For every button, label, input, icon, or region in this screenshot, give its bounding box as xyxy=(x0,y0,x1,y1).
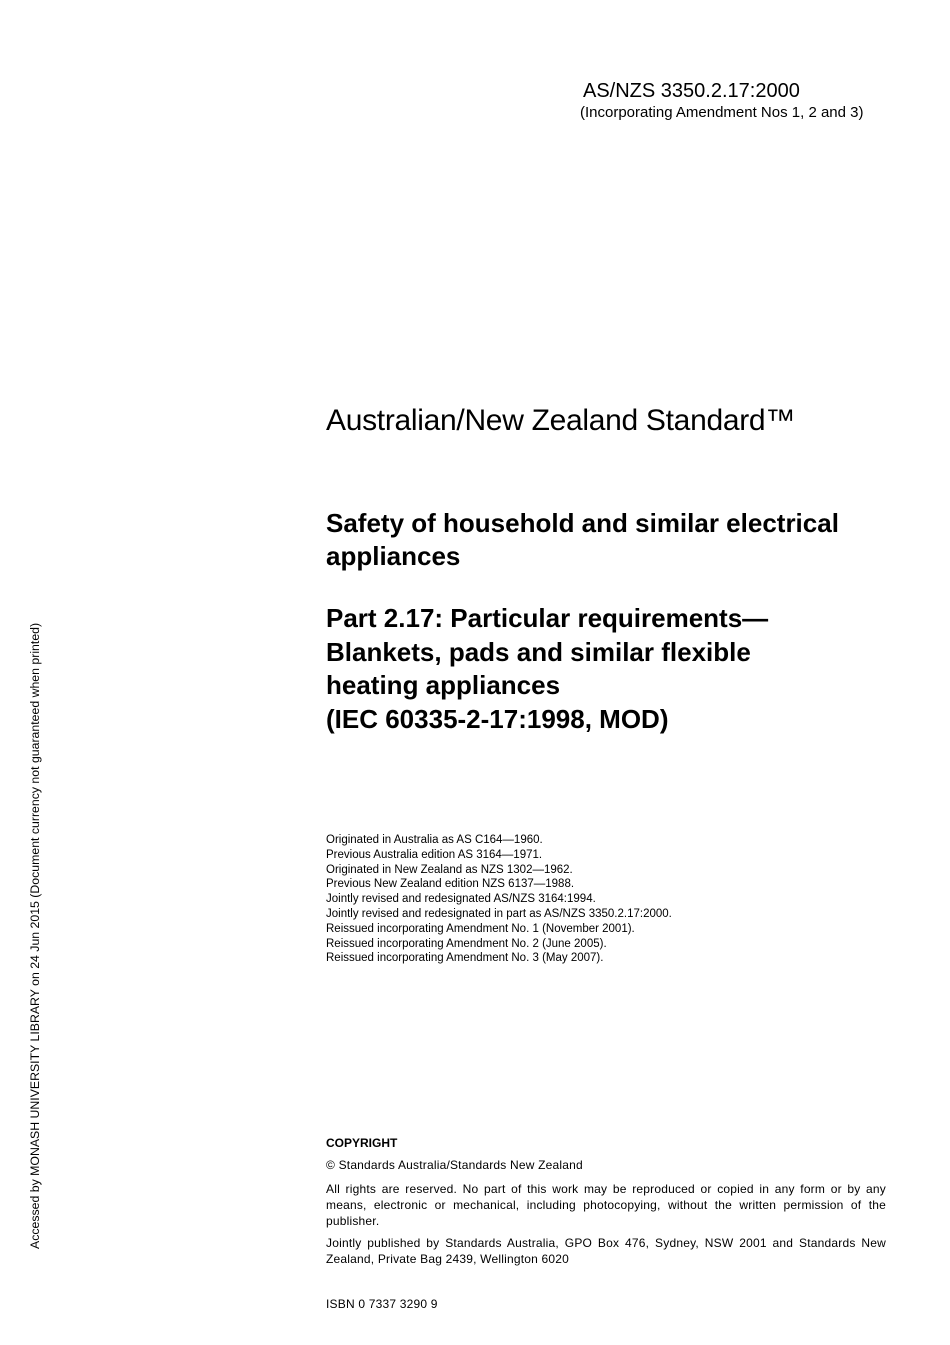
copyright-rights: All rights are reserved. No part of this work may be reproduced or copied in any form or by any means, electronic or mechanical, including photocopying, without the written permission of the publisher. xyxy=(326,1182,886,1228)
part-title-line: heating appliances xyxy=(326,670,561,700)
access-watermark: Accessed by MONASH UNIVERSITY LIBRARY on 24 Jun 2015 (Document currency not guaranteed when printed) xyxy=(28,622,42,1249)
document-title: Safety of household and similar electrical appliances xyxy=(326,508,839,571)
history-line: Reissued incorporating Amendment No. 3 (May 2007). xyxy=(326,952,604,965)
history-line: Previous New Zealand edition NZS 6137—1988. xyxy=(326,878,575,891)
isbn: ISBN 0 7337 3290 9 xyxy=(326,1297,438,1311)
part-title-line: Blankets, pads and similar flexible xyxy=(326,636,751,667)
copyright-owner: © Standards Australia/Standards New Zealand xyxy=(326,1158,583,1172)
publisher-info: Jointly published by Standards Australia, GPO Box 476, Sydney, NSW 2001 and Standards New Zealand, Private Bag 2439, Wellington 6020 xyxy=(326,1236,886,1266)
history-line: Originated in New Zealand as NZS 1302—1962. xyxy=(326,863,573,876)
edition-history xyxy=(326,833,672,966)
part-title-line: Part 2.17: Particular requirements— xyxy=(326,603,769,633)
history-line: Jointly revised and redesignated AS/NZS 3164:1994. xyxy=(326,893,596,906)
history-line: Jointly revised and redesignated in part as AS/NZS 3350.2.17:2000. xyxy=(326,907,672,920)
standard-number: AS/NZS 3350.2.17:2000 xyxy=(583,80,800,102)
part-title xyxy=(326,602,906,736)
history-line: Previous Australia edition AS 3164—1971. xyxy=(326,848,543,861)
standard-heading: Australian/New Zealand Standard™ xyxy=(326,404,795,437)
copyright-heading: COPYRIGHT xyxy=(326,1136,398,1150)
part-title-line: (IEC 60335-2-17:1998, MOD) xyxy=(326,703,669,734)
history-line: Originated in Australia as AS C164—1960. xyxy=(326,834,543,846)
history-line: Reissued incorporating Amendment No. 2 (June 2005). xyxy=(326,937,607,950)
amendment-note: (Incorporating Amendment Nos 1, 2 and 3) xyxy=(580,104,864,121)
history-line: Reissued incorporating Amendment No. 1 (November 2001). xyxy=(326,922,635,935)
